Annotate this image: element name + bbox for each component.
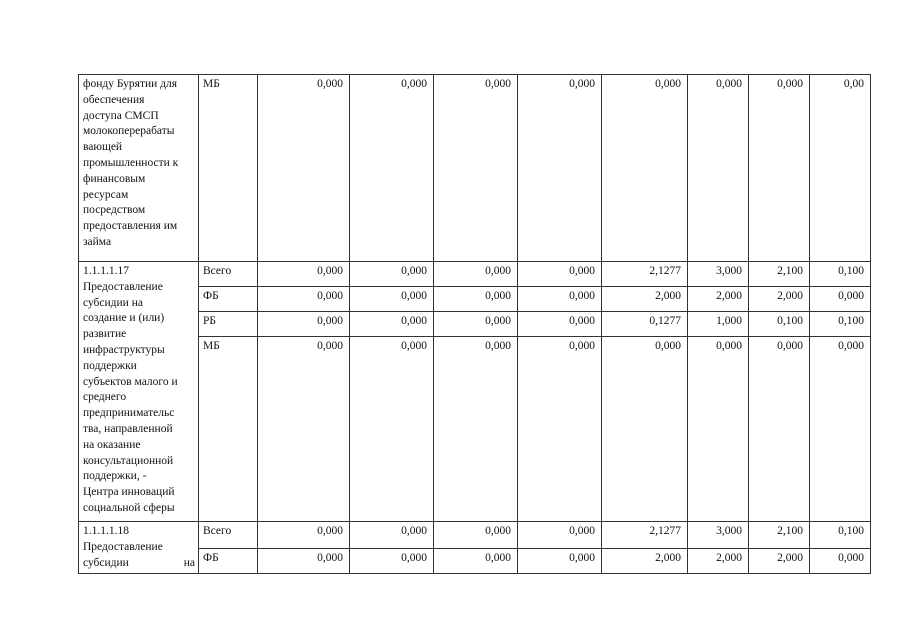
budget-type-cell: ФБ [199, 287, 258, 312]
value-cell: 0,000 [810, 337, 871, 522]
row-name-cell: 1.1.1.1.17 Предоставление субсидии на создание и (или) развитие инфраструктуры поддержки субъектов малого и среднего предпринимательс тва, направленной на оказание консультационной поддержки, - Центра инноваций социальной сферы [79, 262, 199, 522]
budget-type-cell: Всего [199, 262, 258, 287]
value-cell: 3,000 [688, 522, 749, 549]
value-cell: 0,000 [688, 75, 749, 262]
value-cell: 2,1277 [602, 262, 688, 287]
budget-type-cell: ФБ [199, 548, 258, 574]
value-cell: 0,000 [258, 522, 350, 549]
value-cell: 0,000 [688, 337, 749, 522]
value-cell: 0,000 [518, 337, 602, 522]
budget-table [78, 74, 871, 574]
value-cell: 0,000 [602, 75, 688, 262]
value-cell: 0,00 [810, 75, 871, 262]
value-cell: 0,000 [350, 312, 434, 337]
value-cell: 0,000 [350, 522, 434, 549]
value-cell: 0,000 [749, 75, 810, 262]
value-cell: 2,000 [602, 287, 688, 312]
value-cell: 0,000 [434, 262, 518, 287]
value-cell: 2,000 [749, 548, 810, 574]
value-cell: 0,000 [350, 548, 434, 574]
value-cell: 0,000 [434, 337, 518, 522]
value-cell: 0,000 [518, 262, 602, 287]
value-cell: 2,1277 [602, 522, 688, 549]
value-cell: 0,1277 [602, 312, 688, 337]
value-cell: 0,000 [602, 337, 688, 522]
budget-type-cell: РБ [199, 312, 258, 337]
value-cell: 0,000 [434, 522, 518, 549]
value-cell: 0,000 [350, 75, 434, 262]
value-cell: 3,000 [688, 262, 749, 287]
row-name-cell: фонду Бурятии для обеспечения доступа СМСП молокоперерабаты вающей промышленности к финансовым ресурсам посредством предоставления им займа [79, 75, 199, 262]
value-cell: 0,000 [434, 548, 518, 574]
value-cell: 0,100 [810, 262, 871, 287]
value-cell: 1,000 [688, 312, 749, 337]
value-cell: 2,000 [688, 287, 749, 312]
value-cell: 0,000 [258, 287, 350, 312]
value-cell: 0,000 [434, 312, 518, 337]
value-cell: 0,000 [810, 548, 871, 574]
table-row [79, 522, 871, 549]
value-cell: 0,000 [518, 75, 602, 262]
value-cell: 0,000 [350, 262, 434, 287]
budget-type-cell: МБ [199, 75, 258, 262]
value-cell: 0,000 [350, 337, 434, 522]
value-cell: 0,000 [434, 75, 518, 262]
value-cell: 2,000 [749, 287, 810, 312]
value-cell: 2,100 [749, 262, 810, 287]
value-cell: 0,000 [518, 312, 602, 337]
value-cell: 2,100 [749, 522, 810, 549]
budget-type-cell: Всего [199, 522, 258, 549]
value-cell: 0,100 [810, 312, 871, 337]
value-cell: 0,000 [810, 287, 871, 312]
value-cell: 0,000 [258, 262, 350, 287]
value-cell: 0,100 [810, 522, 871, 549]
value-cell: 0,000 [518, 287, 602, 312]
value-cell: 0,000 [518, 522, 602, 549]
budget-type-cell: МБ [199, 337, 258, 522]
table-row [79, 75, 871, 262]
value-cell: 0,000 [434, 287, 518, 312]
value-cell: 0,000 [258, 548, 350, 574]
value-cell: 0,000 [749, 337, 810, 522]
value-cell: 0,100 [749, 312, 810, 337]
value-cell: 0,000 [258, 312, 350, 337]
value-cell: 2,000 [602, 548, 688, 574]
value-cell: 0,000 [518, 548, 602, 574]
value-cell: 0,000 [350, 287, 434, 312]
value-cell: 2,000 [688, 548, 749, 574]
value-cell: 0,000 [258, 75, 350, 262]
value-cell: 0,000 [258, 337, 350, 522]
table-row [79, 262, 871, 287]
row-name-cell: 1.1.1.1.18 Предоставление субсидии на [79, 522, 199, 574]
